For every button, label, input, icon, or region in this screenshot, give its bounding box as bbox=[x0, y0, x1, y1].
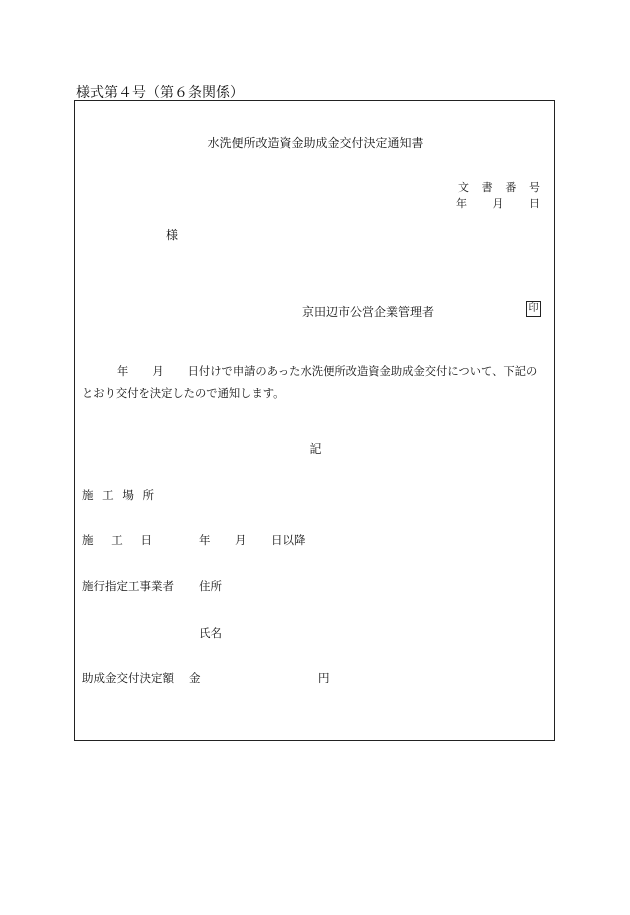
site-label-char: 工 bbox=[102, 488, 114, 502]
site-label-char: 所 bbox=[142, 488, 154, 502]
date-day: 日 bbox=[529, 197, 540, 210]
date-year: 年 bbox=[456, 197, 467, 210]
document-number-label bbox=[458, 179, 540, 195]
seal-mark: 印 bbox=[526, 301, 541, 317]
contractor-name-label: 氏名 bbox=[199, 626, 222, 640]
date-month: 月 bbox=[492, 197, 504, 210]
amount-unit: 円 bbox=[318, 671, 330, 685]
body-line-1 bbox=[117, 363, 537, 379]
site-label-char: 施 bbox=[82, 488, 94, 502]
body-line-1-text: 日付けで申請のあった水洗便所改造資金助成金交付について、下記の bbox=[187, 365, 538, 378]
doc-number-char: 番 bbox=[505, 181, 517, 194]
construction-date-char: 施 bbox=[82, 533, 94, 547]
construction-day-after: 日以降 bbox=[271, 533, 306, 547]
construction-date-char: 工 bbox=[111, 533, 123, 547]
construction-date-char: 日 bbox=[140, 533, 152, 547]
body-year: 年 bbox=[117, 365, 129, 378]
contractor-address-label: 住所 bbox=[199, 579, 222, 593]
body-line-2: とおり交付を決定したので通知します。 bbox=[82, 387, 285, 400]
form-number-label: 様式第４号（第６条関係） bbox=[76, 85, 244, 101]
body-month: 月 bbox=[152, 365, 164, 378]
doc-number-char: 文 bbox=[458, 181, 469, 194]
ki-heading: 記 bbox=[309, 442, 322, 456]
site-label-char: 場 bbox=[122, 488, 134, 502]
notice-frame bbox=[74, 100, 555, 741]
recipient-honorific: 様 bbox=[166, 228, 179, 242]
amount-prefix: 金 bbox=[189, 671, 201, 685]
construction-date-label bbox=[82, 532, 152, 548]
doc-number-char: 号 bbox=[528, 181, 540, 194]
issue-date bbox=[456, 195, 540, 211]
construction-month: 月 bbox=[235, 533, 247, 547]
site-label bbox=[82, 487, 154, 503]
construction-year: 年 bbox=[199, 533, 211, 547]
issuer-name: 京田辺市公営企業管理者 bbox=[302, 305, 435, 319]
document-title: 水洗便所改造資金助成金交付決定通知書 bbox=[207, 136, 424, 150]
amount-label: 助成金交付決定額 bbox=[82, 671, 174, 685]
doc-number-char: 書 bbox=[481, 181, 493, 194]
contractor-label: 施行指定工事業者 bbox=[82, 579, 174, 593]
